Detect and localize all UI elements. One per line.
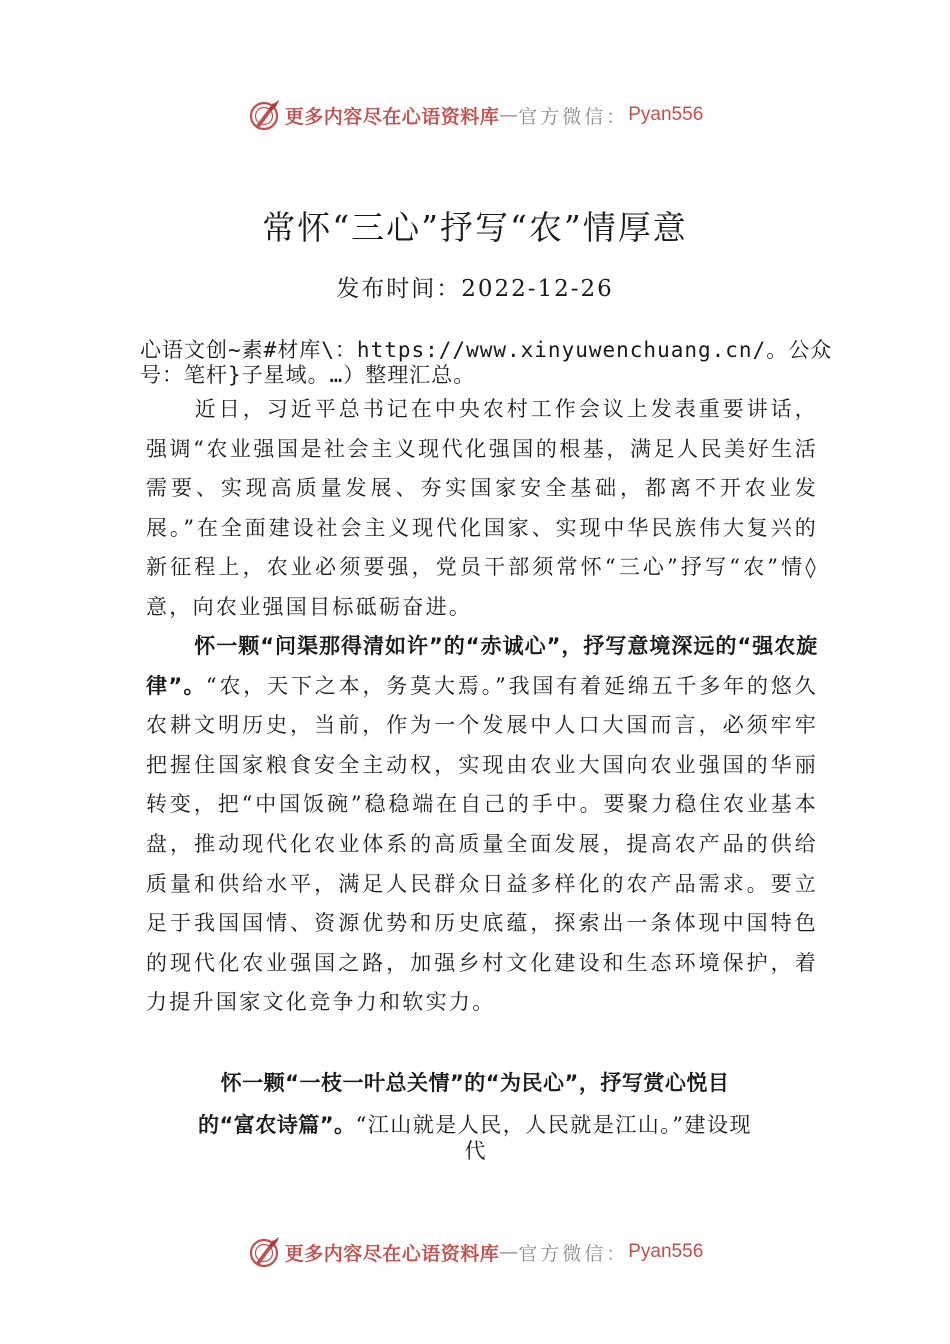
paragraph-3-tail: 代 xyxy=(464,1139,486,1163)
paragraph-2-lead: 怀一颗“问渠那得清如许”的“赤诚心”，抒写意境深远的“强农旋律”。 xyxy=(146,634,818,698)
paragraph-2 xyxy=(146,627,818,1023)
banner-dash: — xyxy=(499,104,519,126)
site-name: 更多内容尽在心语资料库 xyxy=(284,105,500,128)
wechat-label: 官方微信： xyxy=(518,105,629,128)
paragraph-3-lead-line1: 怀一颗“一枝一叶总关情”的“为民心”，抒写赏心悦目 xyxy=(220,1071,730,1095)
wechat-account: Pyan556 xyxy=(628,1241,704,1262)
header-banner xyxy=(0,95,950,135)
publish-label: 发布时间： xyxy=(336,276,462,302)
source-note: 心语文创~素#材库\：https://www.xinyuwenchuang.cn/。公众号：笔杆}子星域。…）整理汇总。 xyxy=(140,338,833,387)
paragraph-1-text: 近日，习近平总书记在中央农村工作会议上发表重要讲话，强调“农业强国是社会主义现代化强国的根基，满足人民美好生活需要、实现高质量发展、夯实国家安全基础，都离不开农业发展。”在全面建设社会主义现代化国家、实现中华民族伟大复兴的新征程上，农业必须要强，党员干部须常怀“三心”抒写“农”情◊意，向农业强国目标砥砺奋进。 xyxy=(146,397,818,619)
paragraph-3 xyxy=(150,1062,800,1146)
paragraph-2-body: “农，天下之本，务莫大焉。”我国有着延绵五千多年的悠久农耕文明历史，当前，作为一个发展中人口大国而言，必须牢牢把握住国家粮食安全主动权，实现由农业大国向农业强国的华丽转变，把“中国饭碗”稳稳端在自己的手中。要聚力稳住农业基本盘，推动现代化农业体系的高质量全面发展，提高农产品的供给质量和供给水平，满足人民群众日益多样化的农产品需求。要立足于我国国情、资源优势和历史底蕴，探索出一条体现中国特色的现代化农业强国之路，加强乡村文化建设和生态环境保护，着力提升国家文化竞争力和软实力。 xyxy=(146,673,818,1015)
quill-seal-logo-icon xyxy=(247,1235,281,1269)
paragraph-3-body: “江山就是人民，人民就是江山。”建设现 xyxy=(355,1113,753,1137)
wechat-account: Pyan556 xyxy=(628,104,704,125)
paragraph-3-lead-line2: 的“富农诗篇”。 xyxy=(197,1113,356,1137)
site-name: 更多内容尽在心语资料库 xyxy=(284,1242,500,1265)
article-title: 常怀“三心”抒写“农”情厚意 xyxy=(262,208,688,247)
publish-date xyxy=(0,270,950,303)
footer-banner xyxy=(0,1232,950,1272)
quill-seal-logo-icon xyxy=(247,98,281,132)
publish-date-value: 2022-12-26 xyxy=(461,276,614,302)
wechat-label: 官方微信： xyxy=(518,1242,629,1265)
banner-dash: — xyxy=(499,1241,519,1263)
paragraph-1 xyxy=(146,390,818,628)
